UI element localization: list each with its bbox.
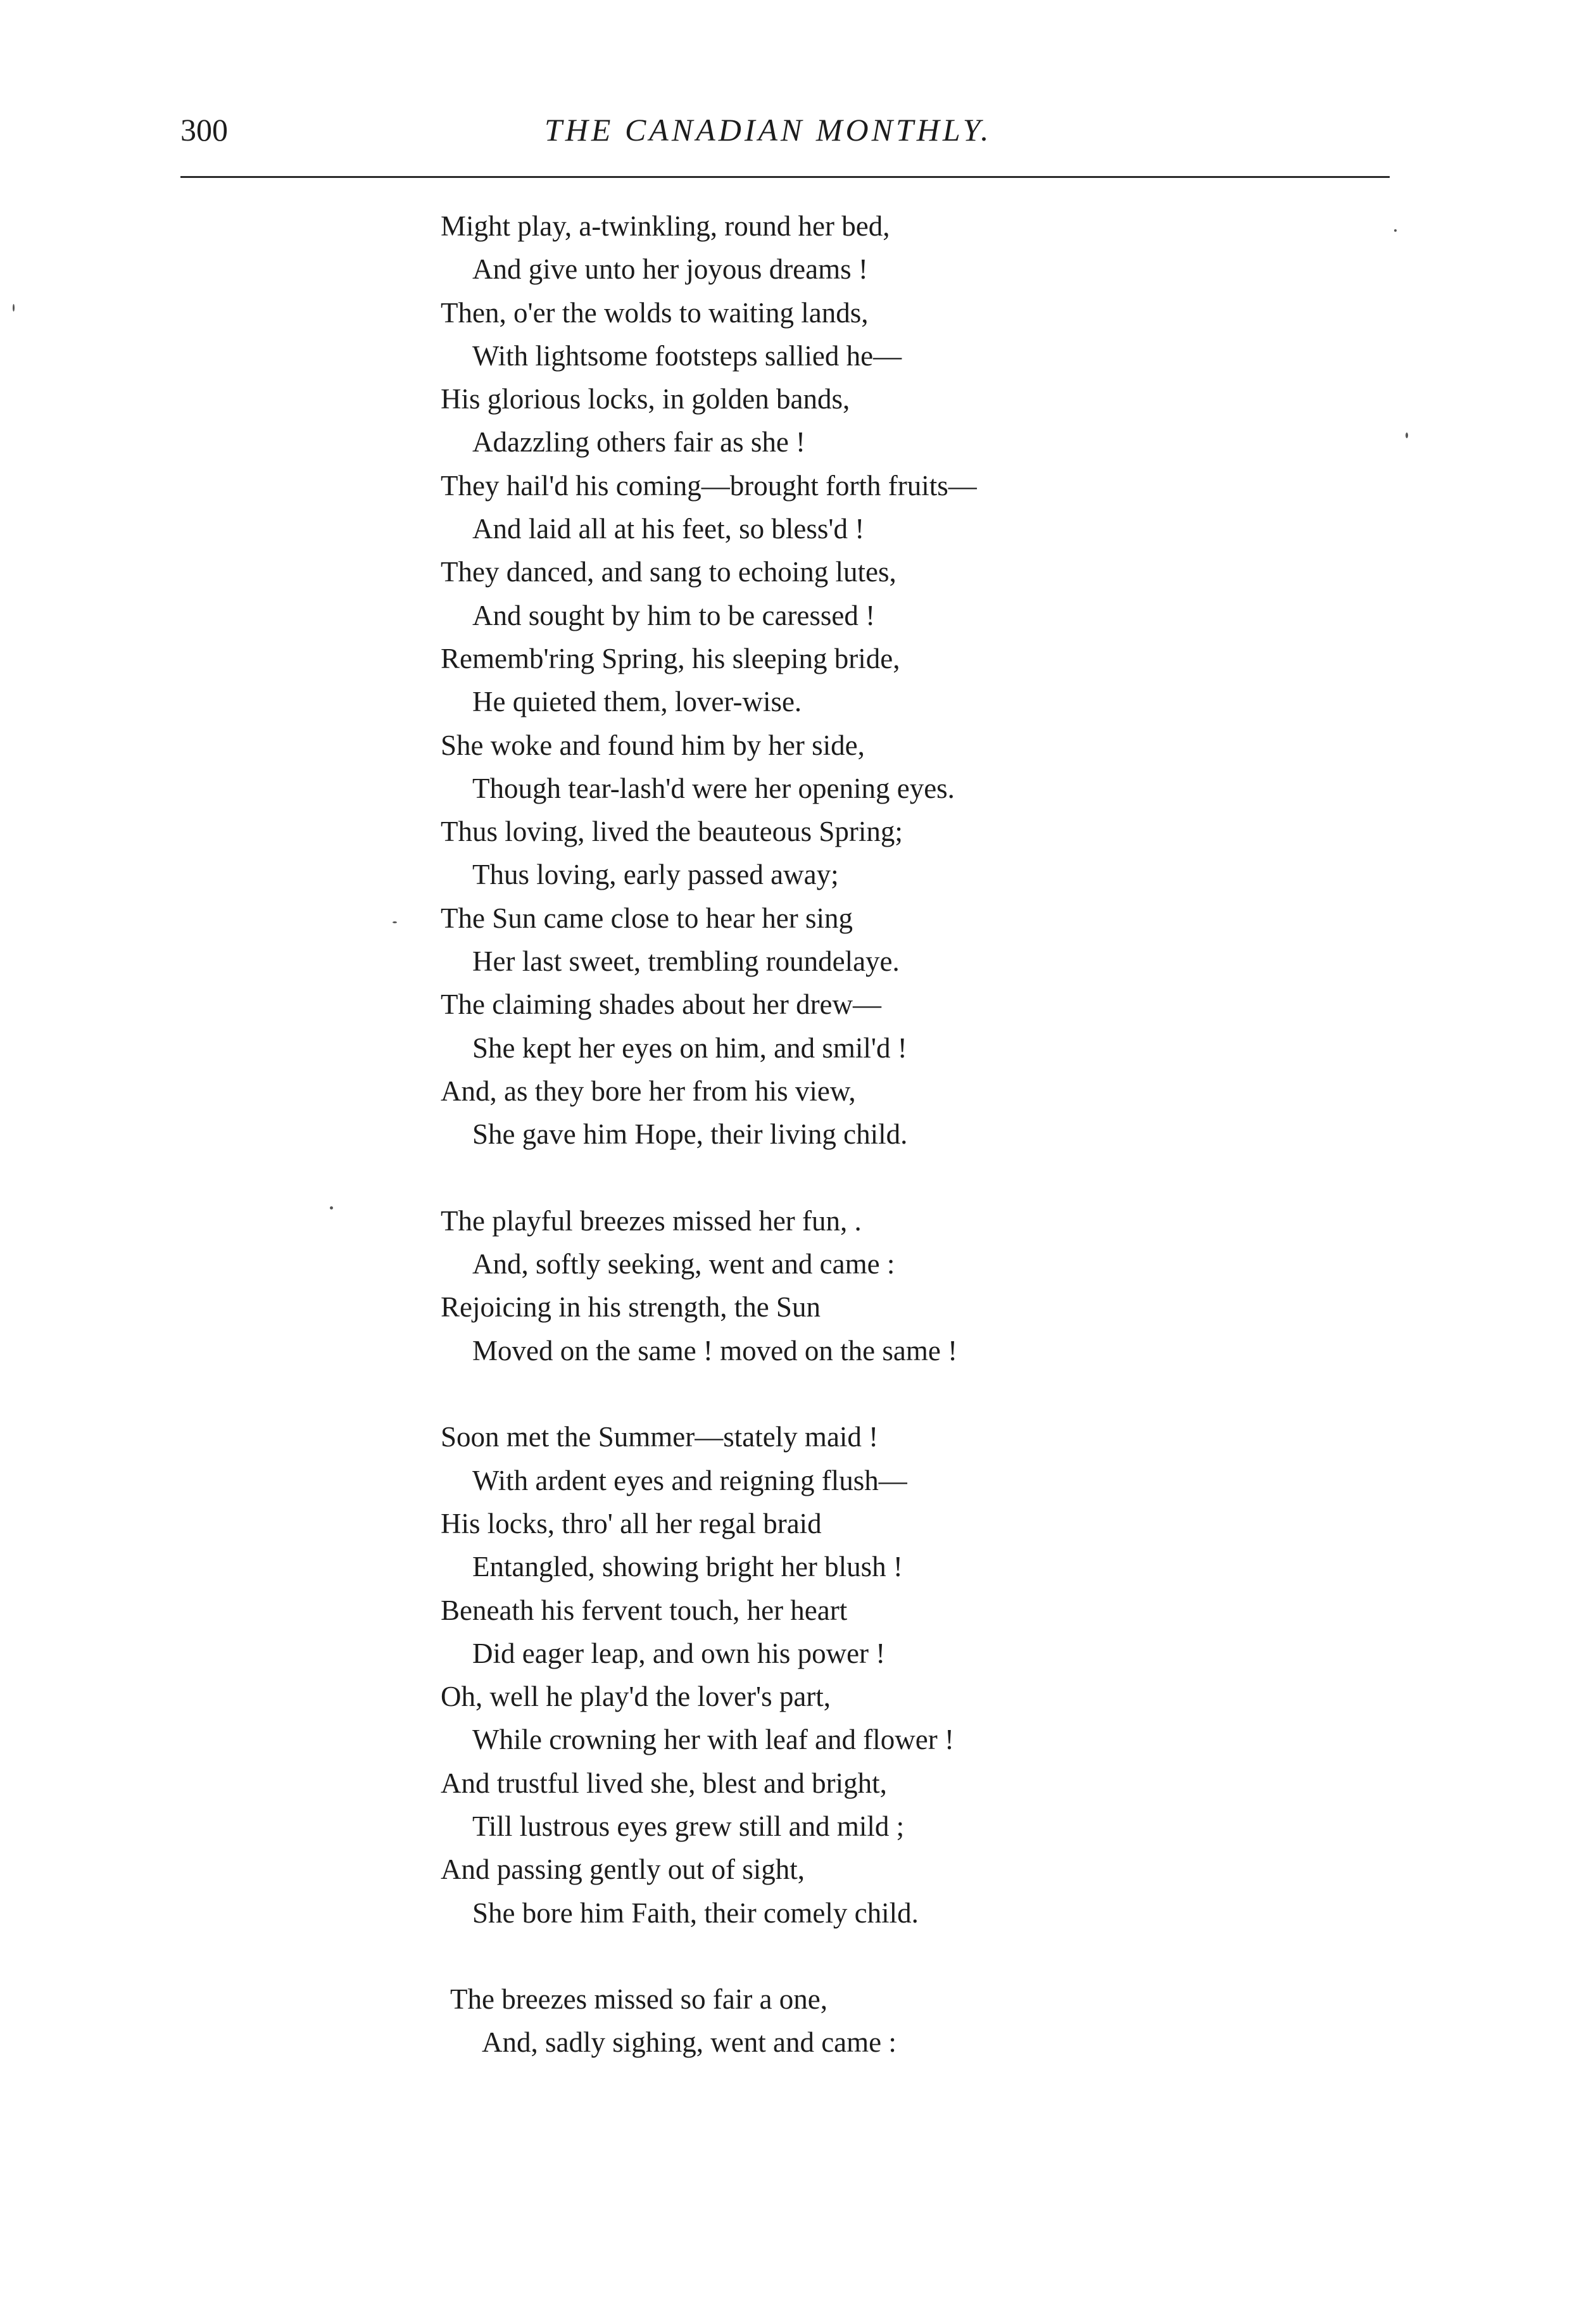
running-head: THE CANADIAN MONTHLY.	[544, 112, 992, 148]
poem-line: Might play, a-twinkling, round her bed,	[441, 210, 890, 242]
poem-line: And, as they bore her from his view,	[441, 1075, 856, 1107]
stanza	[441, 1978, 1137, 2064]
poem-line: The breezes missed so fair a one,	[450, 1983, 828, 2016]
poem-line: Though tear-lash'd were her opening eyes.	[472, 772, 955, 804]
poem-line: Rejoicing in his strength, the Sun	[441, 1291, 821, 1323]
poem-line: Oh, well he play'd the lover's part,	[441, 1681, 831, 1713]
poem-line: She bore him Faith, their comely child.	[472, 1897, 919, 1929]
poem-line: With ardent eyes and reigning flush—	[472, 1464, 907, 1496]
poem-line: She gave him Hope, their living child.	[472, 1118, 908, 1151]
poem-line: His locks, thro' all her regal braid	[441, 1507, 822, 1539]
poem-line: Her last sweet, trembling roundelaye.	[472, 945, 900, 978]
poem-line: Adazzling others fair as she !	[472, 426, 806, 458]
poem-line: And sought by him to be caressed !	[472, 599, 876, 631]
poem-line: They hail'd his coming—brought forth fruits—	[441, 469, 977, 502]
poem-line: Soon met the Summer—stately maid !	[441, 1421, 879, 1453]
poem-line: And, sadly sighing, went and came :	[482, 2026, 896, 2059]
stanza	[441, 205, 1137, 1156]
poem-line: And passing gently out of sight,	[441, 1854, 805, 1886]
scan-speck	[393, 921, 397, 923]
poem-line: His glorious locks, in golden bands,	[441, 383, 850, 415]
page-header	[180, 111, 1396, 168]
poem-line: Thus loving, early passed away;	[472, 859, 839, 891]
poem-line: Thus loving, lived the beauteous Spring;	[441, 816, 903, 848]
poem-line: They danced, and sang to echoing lutes,	[441, 556, 896, 588]
scan-speck	[330, 1206, 333, 1209]
poem-line: And laid all at his feet, so bless'd !	[472, 513, 865, 545]
page-number: 300	[180, 112, 228, 148]
poem-line: And trustful lived she, blest and bright,	[441, 1767, 887, 1799]
poem-line: The playful breezes missed her fun, .	[441, 1204, 862, 1237]
poem-line: Entangled, showing bright her blush !	[472, 1551, 903, 1583]
poem-line: The Sun came close to hear her sing	[441, 902, 853, 934]
poem-line: With lightsome footsteps sallied he—	[472, 339, 902, 372]
scan-speck	[1406, 433, 1408, 438]
stanza	[441, 1415, 1137, 1935]
poem-line: And give unto her joyous dreams !	[472, 253, 868, 286]
poem-line: Then, o'er the wolds to waiting lands,	[441, 296, 869, 329]
stanza	[441, 1199, 1137, 1372]
poem-line: While crowning her with leaf and flower !	[472, 1724, 954, 1756]
scan-speck	[13, 304, 15, 312]
header-rule	[180, 176, 1390, 178]
poem-line: The claiming shades about her drew—	[441, 988, 882, 1021]
poem-line: Did eager leap, and own his power !	[472, 1637, 886, 1669]
poem	[441, 205, 1137, 2064]
poem-line: Beneath his fervent touch, her heart	[441, 1594, 848, 1626]
poem-line: She woke and found him by her side,	[441, 729, 865, 761]
poem-line: He quieted them, lover-wise.	[472, 686, 802, 718]
poem-line: And, softly seeking, went and came :	[472, 1248, 895, 1280]
poem-line: Till lustrous eyes grew still and mild ;	[472, 1810, 905, 1842]
poem-line: Rememb'ring Spring, his sleeping bride,	[441, 642, 900, 674]
scan-speck	[1394, 229, 1397, 232]
poem-line: She kept her eyes on him, and smil'd !	[472, 1032, 907, 1064]
poem-line: Moved on the same ! moved on the same !	[472, 1334, 958, 1367]
